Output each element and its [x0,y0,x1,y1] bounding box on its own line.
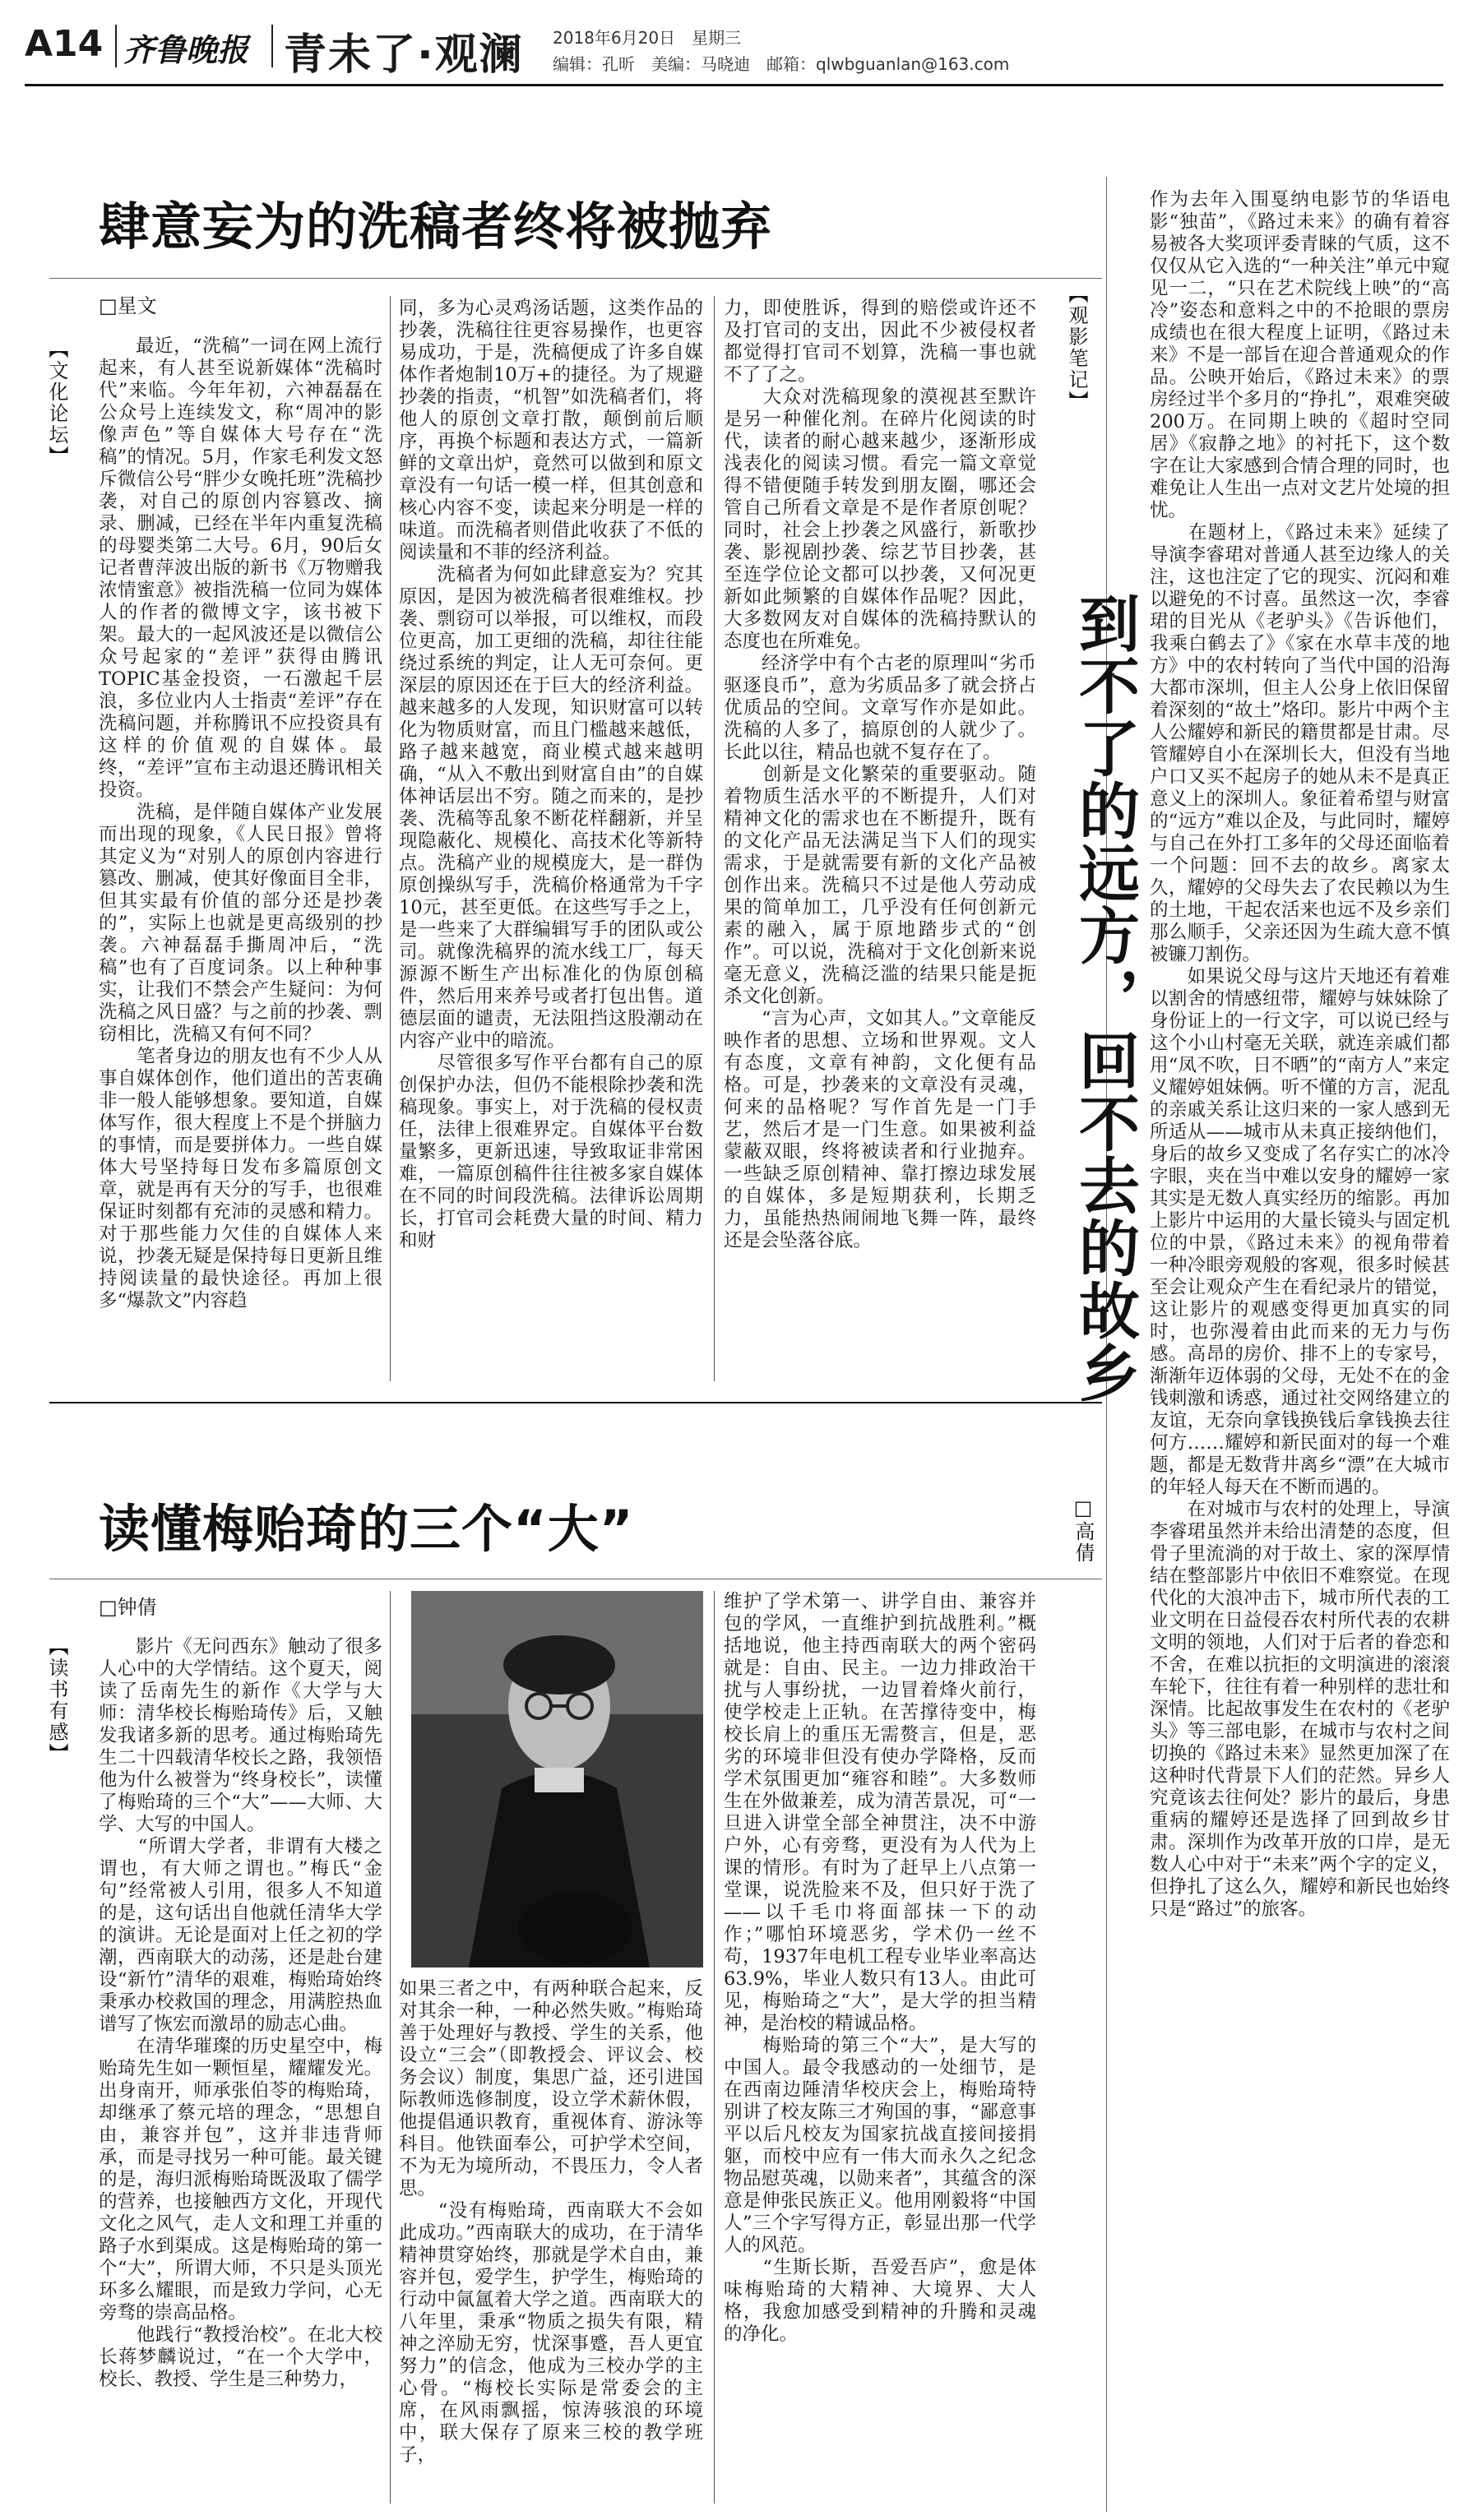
portrait-photo [411,1591,703,1967]
column-tag: 【文化论坛】 [45,339,68,467]
article-headline: 读懂梅贻琦的三个“大” [99,1499,634,1559]
column-rule [714,1591,715,2504]
masthead-meta [553,25,1009,77]
masthead-separator [115,25,117,67]
page-number: A14 [25,23,104,65]
article-body-column: 影片《无问西东》触动了很多人心中的大学情结。这个夏天，阅读了岳南先生的新作《大学与大师：清华校长梅贻琦传》后，又触发我诸多新的思考。通过梅贻琦先生二十四载清华校长之路，我领悟他为什么被誉为“终身校长”，读懂了梅贻琦的三个“大”——大师、大学、大写的中国人。 “所谓大学者，非谓有大楼之谓也，有大师之谓也。”梅氏“金句”经常被人引用，很多人不知道的是，这句话出自他就任清华大学的演讲。无论是面对上任之初的学潮，西南联大的动荡，还是赴台建设“新竹”清华的艰难，梅贻琦始终秉承办校救国的理念，用满腔热血谱写了恢宏而激昂的励志心曲。 在清华璀璨的历史星空中，梅贻琦先生如一颗恒星，耀耀发光。出身南开，师承张伯苓的梅贻琦，却继承了蔡元培的理念，“思想自由，兼容并包”，这并非违背师承，而是寻找另一种可能。最关键的是，海归派梅贻琦既汲取了儒学的营养，也接触西方文化，开现代文化之风气，走人文和理工并重的路子水到渠成。这是梅贻琦的第一个“大”，所谓大师，不只是头顶光环多么耀眼，而是致力学问，心无旁骛的崇高品格。 他践行“教授治校”。在北大校长蒋梦麟说过，“在一个大学中，校长、教授、学生是三种势力， [99,1636,382,2390]
editor-credits: 编辑：孔昕 美编：马晓迪 邮箱：qlwbguanlan@163.com [553,54,1010,74]
column-rule [390,296,391,1381]
column-rule [390,1591,391,2504]
article-byline: □钟倩 [99,1596,157,1619]
section-divider [49,1402,1102,1403]
newspaper-logo: 齐鲁晚报 [123,31,249,68]
article-body-column: 最近，“洗稿”一词在网上流行起来，有人甚至说新媒体“洗稿时代”来临。今年年初，六神磊磊在公众号上连续发文，称“周冲的影像声色”等自媒体大号存在“洗稿”的情况。5月，作家毛利发文怒斥微信公号“胖少女晚托班”洗稿抄袭，对自己的原创内容篡改、摘录、删减，已经在半年内重复洗稿的母婴类第二大号。6月，90后女记者曹萍波出版的新书《万物赠我浓情蜜意》被指洗稿一位同为媒体人的作者的微博文字，该书被下架。最大的一起风波还是以微信公众号起家的“差评”获得由腾讯TOPIC基金投资，一石激起千层浪，多位业内人士指责“差评”存在洗稿问题，并称腾讯不应投资具有这样的价值观的自媒体。最终，“差评”宣布主动退还腾讯相关投资。 洗稿，是伴随自媒体产业发展而出现的现象，《人民日报》曾将其定义为“对别人的原创内容进行篡改、删减，使其好像面目全非，但其实最有价值的部分还是抄袭的”，实际上也就是更高级别的抄袭。六神磊磊手撕周冲后，“洗稿”也有了百度词条。以上种种事实，让我们不禁会产生疑问：为何洗稿之风日盛？与之前的抄袭、剽窃相比，洗稿又有何不同？ 笔者身边的朋友也有不少人从事自媒体创作，他们道出的苦衷确非一般人能够想象。要知道，自媒体写作，很大程度上不是个拼脑力的事情，而是要拼体力。一些自媒体大号坚持每日发布多篇原创文章，就是再有天分的写手，也很难保证时刻都有充沛的灵感和精力。对于那些能力欠佳的自媒体人来说，抄袭无疑是保持每日更新且维持阅读量的最快途径。再加上很多“爆款文”内容趋 [99,335,382,1311]
article-headline: 肆意妄为的洗稿者终将被抛弃 [99,197,773,257]
issue-date: 2018年6月20日 星期三 [553,28,742,48]
column-rule [714,296,715,1381]
column-tag: 【观影笔记】 [1065,284,1088,412]
article-body-column: 同，多为心灵鸡汤话题，这类作品的抄袭，洗稿往往更容易操作，也更容易成功，于是，洗稿便成了许多自媒体作者炮制10万+的捷径。为了规避抄袭的指责，“机智”如洗稿者们，将他人的原创文章打散，颠倒前后顺序，再换个标题和表达方式，一篇新鲜的文章出炉，竟然可以做到和原文章没有一句话一模一样，但其创意和核心内容不变，读起来分明是一样的味道。而洗稿者则借此收获了不低的阅读量和不菲的经济利益。 洗稿者为何如此肆意妄为？究其原因，是因为被洗稿者很难维权。抄袭、剽窃可以举报，可以维权，而段位更高，加工更细的洗稿，却往往能绕过系统的判定，让人无可奈何。更深层的原因还在于巨大的经济利益。越来越多的人发现，知识财富可以转化为物质财富，而且门槛越来越低，路子越来越宽，商业模式越来越明确，“从入不敷出到财富自由”的自媒体神话层出不穷。随之而来的，是抄袭、洗稿等乱象不断花样翻新，并呈现隐蔽化、规模化、高技术化等新特点。洗稿产业的规模庞大，是一群伪原创操纵写手，洗稿价格通常为千字10元，甚至更低。在这些写手之上，是一些来了大群编辑写手的团队或公司。就像洗稿界的流水线工厂，每天源源不断生产出标准化的伪原创稿件，然后用来养号或者打包出售。道德层面的谴责，无法阻挡这股潮动在内容产业中的暗流。 尽管很多写作平台都有自己的原创保护办法，但仍不能根除抄袭和洗稿现象。事实上，对于洗稿的侵权责任，法律上很难界定。自媒体平台数量繁多，更新迅速，导致取证非常困难，一篇原创稿件往往被多家自媒体在不同的时间段洗稿。法律诉讼周期长，打官司会耗费大量的时间、精力和财 [399,298,703,1251]
article-byline: □高倩 [1072,1496,1095,1564]
article-body-column: 维护了学术第一、讲学自由、兼容并包的学风，一直维护到抗战胜利。”概括地说，他主持西南联大的两个密码就是：自由、民主。一边力排政治干扰与人事纷扰，一边冒着烽火前行，使学校走上正轨。在苦撑待变中，梅校长肩上的重压无需赘言，但是，恶劣的环境非但没有使办学降格，反而学术氛围更加“雍容和睦”。大多数师生在外做兼差，成为清苦景况，可“一旦进入讲堂全部全神贯注，决不中游户外，心有旁骛，更没有为人代为上课的情形。有时为了赶早上八点第一堂课，说洗脸来不及，但只好于洗了——以千毛巾将面部抹一下的动作；”哪怕环境恶劣，学术仍一丝不苟，1937年电机工程专业毕业率高达63.9%，毕业人数只有13人。由此可见，梅贻琦之“大”，是大学的担当精神，是治校的精诚品格。 梅贻琦的第三个“大”，是大写的中国人。最令我感动的一处细节，是在西南边陲清华校庆会上，梅贻琦特别讲了校友陈三才殉国的事，“鄙意事平以后凡校友为国家抗战直接间接捐躯，而校中应有一伟大而永久之纪念物品慰英魂，以勋来者”，其蕴含的深意是伸张民族正义。他用刚毅将“中国人”三个字写得方正，彰显出那一代学人的风范。 “生斯长斯，吾爱吾庐”，愈是体味梅贻琦的大精神、大境界、大人格，我愈加感受到精神的升腾和灵魂的净化。 [724,1591,1036,2345]
column-tag: 【读书有感】 [45,1636,68,1764]
headline-rule [49,278,1102,279]
masthead-separator [271,25,273,67]
article-body-column: 力，即使胜诉，得到的赔偿或许还不及打官司的支出，因此不少被侵权者都觉得打官司不划算，洗稿一事也就不了了之。 大众对洗稿现象的漠视甚至默许是另一种催化剂。在碎片化阅读的时代，读者的耐心越来越少，逐渐形成浅表化的阅读习惯。看完一篇文章觉得不错便随手转发到朋友圈，哪还会管自己所看文章是不是作者原创呢？同时，社会上抄袭之风盛行，新歌抄袭、影视剧抄袭、综艺节目抄袭，甚至连学位论文都可以抄袭，又何况更新如此频繁的自媒体作品呢？因此，大多数网友对自媒体的洗稿持默认的态度也在所难免。 经济学中有个古老的原理叫“劣币驱逐良币”，意为劣质品多了就会挤占优质品的空间。文章写作亦是如此。洗稿的人多了，搞原创的人就少了。长此以往，精品也就不复存在了。 创新是文化繁荣的重要驱动。随着物质生活水平的不断提升，人们对精神文化的需求也在不断提升，既有的文化产品无法满足当下人们的现实需求，于是就需要有新的文化产品被创作出来。洗稿只不过是他人劳动成果的简单加工，几乎没有任何创新元素的融入，属于原地踏步式的“创作”。可以说，洗稿对于文化创新来说毫无意义，洗稿泛滥的结果只能是扼杀文化创新。 “言为心声，文如其人。”文章能反映作者的思想、立场和世界观。文人有态度，文章有神韵，文化便有品格。可是，抄袭来的文章没有灵魂，何来的品格呢？写作首先是一门手艺，然后才是一门生意。如果被利益蒙蔽双眼，终将被读者和行业抛弃。一些缺乏原创精神、靠打擦边球发展的自媒体，多是短期获利，长期乏力，虽能热热闹闹地飞舞一阵，最终还是会坠落谷底。 [724,298,1036,1251]
article-headline: 到不了的远方，回不去的故乡 [1069,592,1140,1404]
portrait-image [411,1591,703,1967]
masthead-rule [25,84,1443,86]
article-byline: □星文 [99,294,157,317]
article-body-column: 如果三者之中，有两种联合起来，反对其余一种，一种必然失败。”梅贻琦善于处理好与教授、学生的关系，他设立“三会”（即教授会、评议会、校务会议）制度，集思广益，还引进国际教师选修制度，设立学术薪休假，他提倡通识教育，重视体育、游泳等科目。他铁面奉公，可护学术空间，不为无为境所动，不畏压力，令人者思。 “没有梅贻琦，西南联大不会如此成功。”西南联大的成功，在于清华精神贯穿始终，那就是学术自由，兼容并包，爱学生，护学生，梅贻琦的行动中氤氲着大学之道。西南联大的八年里，秉承“物质之损失有限，精神之淬励无穷，忧深事蹙，吾人更宜努力”的信念，他成为三校办学的主心骨。“梅校长实际是常委会的主席，在风雨飘摇，惊涛骇浪的环境中，联大保存了原来三校的教学班子， [399,1978,703,2466]
section-title: 青未了·观澜 [284,30,524,80]
article-body-column: 作为去年入围戛纳电影节的华语电影“独苗”，《路过未来》的确有着容易被各大奖项评委青睐的气质，这不仅仅从它入选的“一种关注”单元中窥见一二，“只在艺术院线上映”的“高冷”姿态和意料之中的不抢眼的票房成绩也在很大程度上证明，《路过未来》不是一部旨在迎合普通观众的作品。公映开始后，《路过未来》的票房经过半个多月的“挣扎”，艰难突破200万。在同期上映的《超时空同居》《寂静之地》的衬托下，这个数字在让大家感到合情合理的同时，也难免让人生出一点对文艺片处境的担忧。 在题材上，《路过未来》延续了导演李睿珺对普通人甚至边缘人的关注，这也注定了它的现实、沉闷和难以避免的不讨喜。虽然这一次，李睿珺的目光从《老驴头》《告诉他们，我乘白鹤去了》《家在水草丰茂的地方》中的农村转向了当代中国的沿海大都市深圳，但主人公身上依旧保留着深刻的“故土”烙印。影片中两个主人公耀婷和新民的籍贯都是甘肃。尽管耀婷自小在深圳长大，但没有当地户口又买不起房子的她从未不是真正意义上的深圳人。象征着希望与财富的“远方”难以企及，与此同时，耀婷与自己在外打工多年的父母还面临着一个问题：回不去的故乡。离家太久，耀婷的父母失去了农民赖以为生的土地，干起农活来也远不及乡亲们那么顺手，父亲还因为生疏大意不慎被镰刀割伤。 如果说父母与这片天地还有着难以割舍的情感纽带，耀婷与妹妹除了身份证上的一行文字，可以说已经与这个小山村毫无关联，就连亲戚们都用“凤不吹，日不晒”的“南方人”来定义耀婷姐妹俩。听不懂的方言，泥乱的亲戚关系让这归来的一家人感到无所适从——城市从未真正接纳他们，身后的故乡又变成了名存实亡的冰冷字眼，夹在当中难以安身的耀婷一家其实是无数人真实经历的缩影。再加上影片中运用的大量长镜头与固定机位的中景，《路过未来》的视角带着一种冷眼旁观般的客观，很多时候甚至会让观众产生在看纪录片的错觉，这让影片的观感变得更加真实的同时，也弥漫着由此而来的无力与伤感。高昂的房价、排不上的专家号，渐渐年迈体弱的父母，无处不在的金钱刺激和诱惑，通过社交网络建立的友谊，无奈向拿钱换钱后拿钱换去往何方……耀婷和新民面对的每一个难题，都是无数背井离乡“漂”在大城市的年轻人每天在不断而遇的。 在对城市与农村的处理上，导演李睿珺虽然并未给出清楚的态度，但骨子里流淌的对于故土、家的深厚情结在整部影片中依旧不难察觉。在现代化的大浪冲击下，城市所代表的工业文明在日益侵吞农村所代表的农耕文明的领地，人们对于后者的眷恋和不舍，在难以抗拒的文明演进的滚滚车轮下，往往有着一种别样的悲壮和深情。比起故事发生在农村的《老驴头》等三部电影，在城市与农村之间切换的《路过未来》显然更加深了在这种时代背景下人们的茫然。异乡人究竟该去往何处？影片的最后，身患重病的耀婷还是选择了回到故乡甘肃。深圳作为改革开放的口岸，是无数人心中对于“未来”两个字的定义，但挣扎了这么久，耀婷和新民也始终只是“路过”的旅客。 [1150,189,1450,1920]
